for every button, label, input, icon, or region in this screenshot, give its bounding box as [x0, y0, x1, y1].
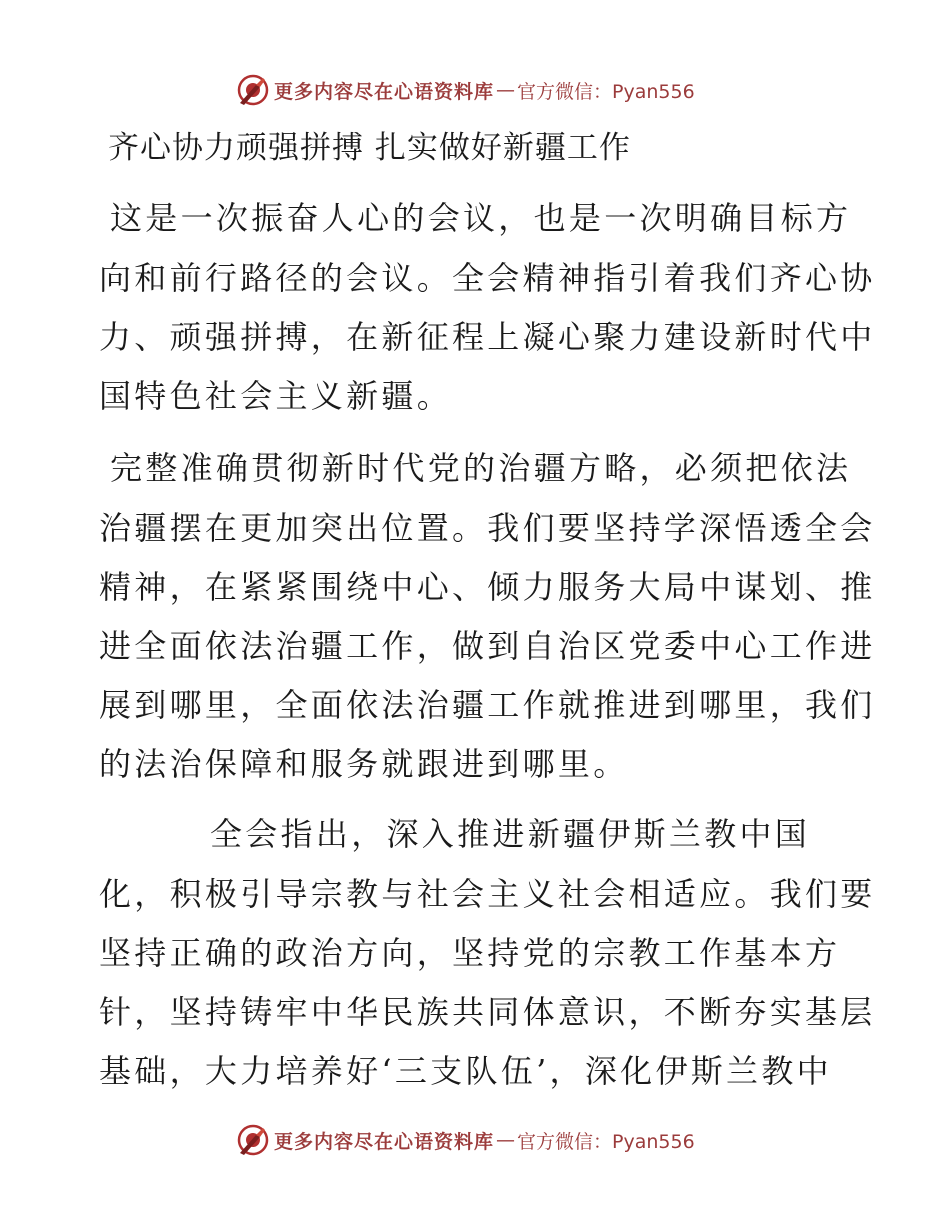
banner-contact: 官方微信：Pyan556 [517, 80, 695, 103]
document-title: 齐心协力顽强拼搏 扎实做好新疆工作 [108, 130, 631, 166]
banner-text: 更多内容尽在心语资料库 [274, 1130, 495, 1153]
paragraph-line: 国特色社会主义新疆。 [99, 377, 453, 415]
header-banner [236, 72, 695, 108]
paragraph-line: 展到哪里，全面依法治疆工作就推进到哪里，我们 [99, 686, 876, 724]
paragraph-line: 坚持正确的政治方向，坚持党的宗教工作基本方 [99, 934, 841, 972]
pen-logo-icon [236, 1123, 270, 1157]
paragraph-line: 针，坚持铸牢中华民族共同体意识，不断夯实基层 [99, 993, 876, 1031]
banner-text: 更多内容尽在心语资料库 [274, 80, 495, 103]
paragraph-line: 力、顽强拼搏，在新征程上凝心聚力建设新时代中 [99, 318, 876, 356]
paragraph-line: 向和前行路径的会议。全会精神指引着我们齐心协 [99, 259, 876, 297]
paragraph-line: 治疆摆在更加突出位置。我们要坚持学深悟透全会 [99, 509, 876, 547]
banner-dash: — [496, 1129, 516, 1151]
footer-banner [236, 1122, 695, 1158]
paragraph-line: 这是一次振奋人心的会议，也是一次明确目标方 [110, 199, 852, 237]
paragraph-line: 的法治保障和服务就跟进到哪里。 [99, 745, 629, 783]
paragraph-line: 全会指出，深入推进新疆伊斯兰教中国 [210, 815, 811, 853]
banner-dash: — [496, 79, 516, 101]
pen-logo-icon [236, 73, 270, 107]
paragraph-line: 化，积极引导宗教与社会主义社会相适应。我们要 [99, 875, 876, 913]
banner-contact: 官方微信：Pyan556 [517, 1130, 695, 1153]
paragraph-line: 基础，大力培养好‘三支队伍’，深化伊斯兰教中 [99, 1052, 832, 1090]
paragraph-line: 进全面依法治疆工作，做到自治区党委中心工作进 [99, 627, 876, 665]
paragraph-line: 精神，在紧紧围绕中心、倾力服务大局中谋划、推 [99, 568, 876, 606]
paragraph-line: 完整准确贯彻新时代党的治疆方略，必须把依法 [110, 449, 852, 487]
